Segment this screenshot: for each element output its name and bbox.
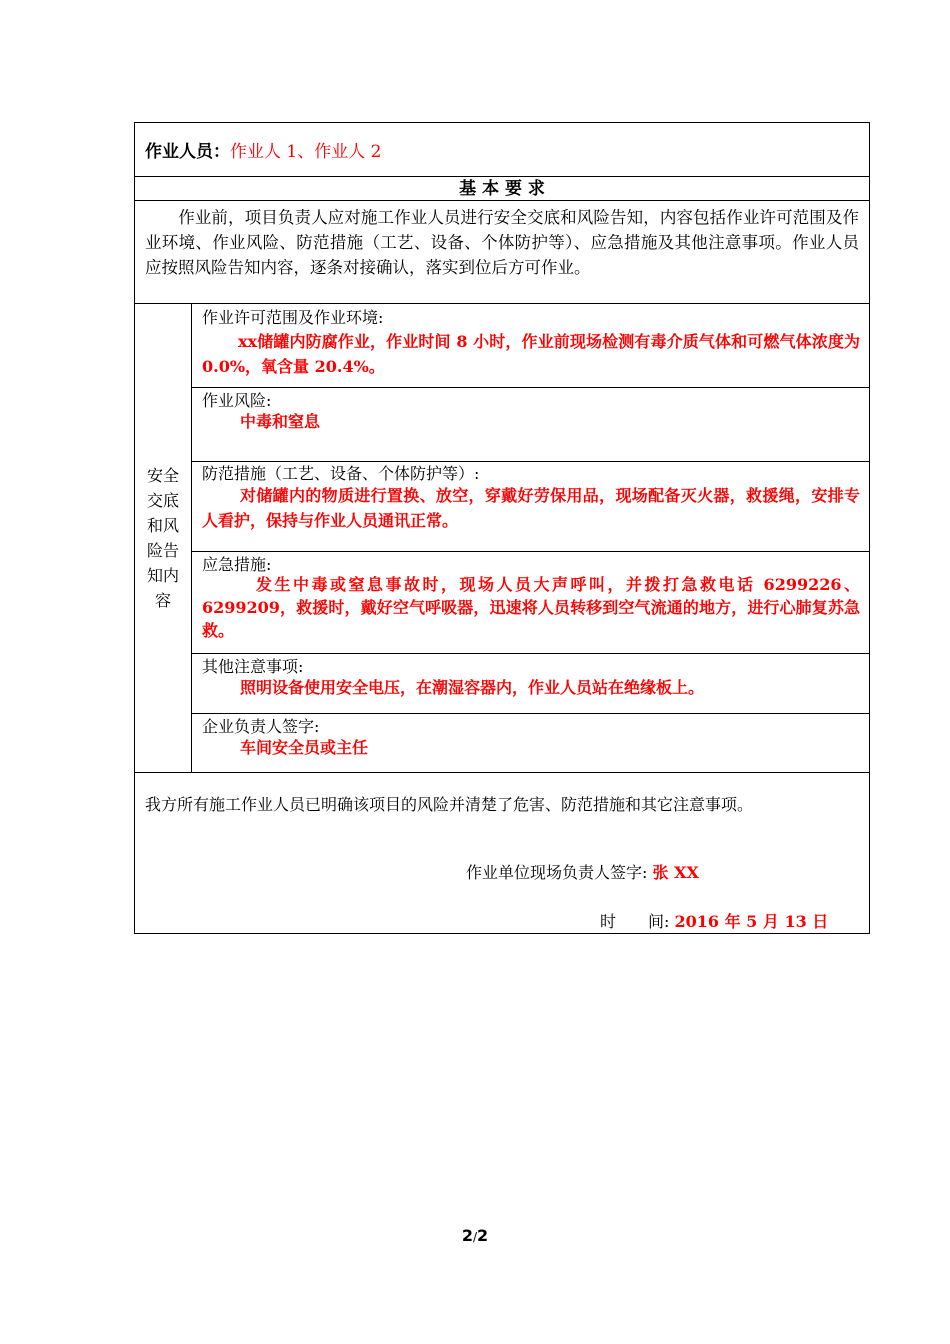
workers-label: 作业人员： (145, 142, 230, 162)
measures-text: 对储罐内的物质进行置换、放空，穿戴好劳保用品，现场配备灭火器，救援绳，安排专人看护，保持与作业人员通讯正常。 (202, 486, 860, 530)
signature-content: 车间安全员或主任 (240, 738, 369, 757)
side-label-line: 和风 (146, 516, 179, 535)
divider (191, 387, 869, 388)
scope-content (202, 329, 860, 379)
emergency-text: 发生中毒或窒息事故时，现场人员大声呼叫，并拨打急救电话 6299226、6299209，救援时，戴好空气呼吸器，迅速将人员转移到空气流通的地方，进行心肺复苏急救。 (202, 575, 860, 640)
side-label-line: 容 (154, 591, 171, 610)
divider (135, 200, 869, 201)
time-value: 2016 年 5 月 13 日 (674, 912, 829, 931)
side-label (135, 463, 191, 613)
emergency-content (202, 573, 860, 642)
time-row (600, 911, 828, 933)
measures-label: 防范措施（工艺、设备、个体防护等）: (202, 464, 480, 483)
other-content: 照明设备使用安全电压，在潮湿容器内，作业人员站在绝缘板上。 (240, 678, 705, 697)
time-label: 时 间: (600, 912, 670, 931)
site-leader-label: 作业单位现场负责人签字: (466, 863, 648, 882)
site-leader-row (466, 862, 699, 884)
page-number (0, 1226, 950, 1245)
side-label-line: 交底 (146, 491, 179, 510)
divider (191, 461, 869, 462)
divider (135, 303, 869, 304)
signature-label: 企业负责人签字: (202, 717, 320, 736)
page-separator: / (472, 1230, 478, 1244)
requirements-heading: 基 本 要 求 (459, 179, 545, 199)
side-label-line: 安全 (146, 466, 179, 485)
workers-row (145, 141, 381, 163)
risk-content: 中毒和窒息 (240, 412, 321, 431)
side-label-line: 知内 (146, 566, 179, 585)
scope-label: 作业许可范围及作业环境: (202, 308, 384, 327)
confirmation-text: 我方所有施工作业人员已明确该项目的风险并清楚了危害、防范措施和其它注意事项。 (145, 795, 754, 814)
risk-label: 作业风险: (202, 391, 272, 410)
requirements-text: 作业前，项目负责人应对施工作业人员进行安全交底和风险告知，内容包括作业许可范围及作业环境、作业风险、防范措施（工艺、设备、个体防护等）、应急措施及其他注意事项。作业人员应按照风险告知内容，逐条对接确认，落实到位后方可作业。 (145, 208, 859, 277)
measures-content (202, 483, 860, 533)
scope-text: xx储罐内防腐作业，作业时间 8 小时，作业前现场检测有毒介质气体和可燃气体浓度为 0.0%，氧含量 20.4%。 (202, 332, 860, 376)
workers-value: 作业人 1、作业人 2 (230, 142, 382, 162)
divider (135, 176, 869, 177)
divider (191, 713, 869, 714)
divider (191, 551, 869, 552)
side-label-line: 险告 (146, 541, 179, 560)
emergency-label: 应急措施: (202, 555, 272, 574)
other-label: 其他注意事项: (202, 657, 304, 676)
column-divider (191, 303, 192, 772)
page-total: 2 (477, 1226, 489, 1245)
page-current: 2 (461, 1226, 473, 1245)
divider (135, 772, 869, 773)
divider (191, 653, 869, 654)
site-leader-value: 张 XX (652, 863, 699, 882)
work-permit-form (134, 122, 870, 934)
